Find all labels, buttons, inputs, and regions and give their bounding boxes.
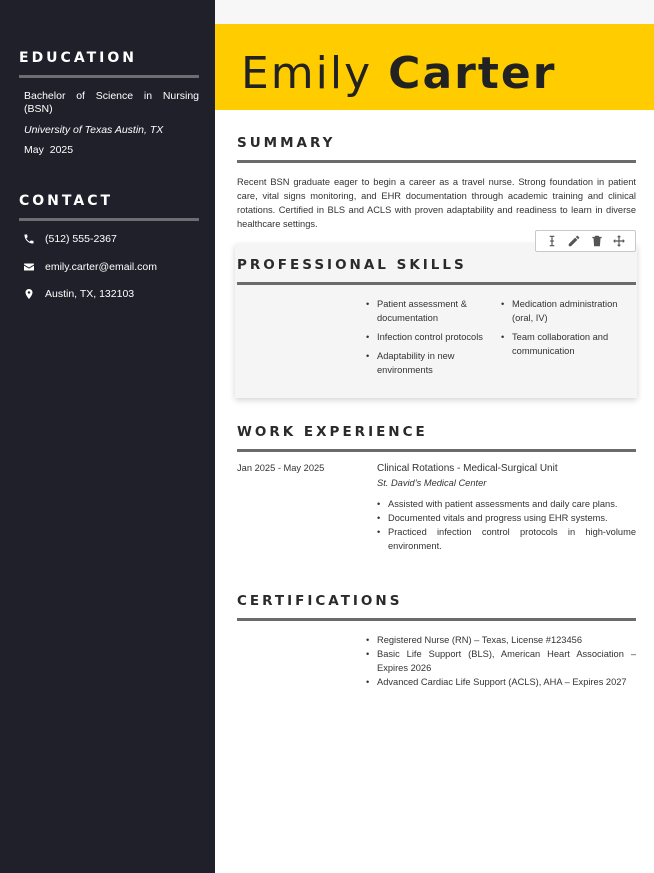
experience-heading: WORK EXPERIENCE (237, 424, 428, 440)
text-cursor-icon[interactable] (544, 233, 560, 249)
contact-location (22, 286, 134, 302)
summary-text: Recent BSN graduate eager to begin a career as a travel nurse. Strong foundation in patient care, vital signs monitoring, and EHR documentation through academic training and clinical rotations. Certified in BLS and ACLS with proven adaptability and readiness to learn in diverse healthcare settings. (237, 177, 636, 229)
trash-icon[interactable] (589, 233, 605, 249)
block-toolbar (535, 230, 636, 252)
contact-divider (19, 218, 199, 221)
first-name: Emily (241, 48, 373, 99)
skills-list-col2 (501, 297, 631, 363)
list-item: • Assisted with patient assessments and daily care plans. (377, 497, 636, 511)
job-title: Clinical Rotations - Medical-Surgical Unit (377, 463, 558, 474)
sidebar (0, 0, 215, 873)
list-item: • Team collaboration and communication (501, 330, 631, 358)
list-item: • Documented vitals and progress using EHR systems. (377, 511, 636, 525)
certifications-heading: CERTIFICATIONS (237, 593, 403, 609)
list-item: • Patient assessment & documentation (366, 297, 494, 325)
last-name: Carter (388, 48, 557, 99)
map-pin-icon (22, 287, 36, 301)
education-heading: EDUCATION (19, 50, 137, 66)
envelope-icon (22, 260, 36, 274)
list-item: • Basic Life Support (BLS), American Heart Association – Expires 2026 (366, 647, 636, 675)
candidate-name (241, 46, 556, 102)
education-date: May 2025 (24, 144, 74, 156)
skills-heading: PROFESSIONAL SKILLS (237, 257, 467, 273)
job-date: Jan 2025 - May 2025 (237, 463, 325, 473)
move-icon[interactable] (611, 233, 627, 249)
job-bullets (377, 497, 636, 553)
certifications-list (366, 633, 636, 689)
phone-text: (512) 555-2367 (45, 233, 117, 245)
education-divider (19, 75, 199, 78)
email-text: emily.carter@email.com (45, 261, 157, 273)
contact-email (22, 259, 157, 275)
list-item: • Adaptability in new environments (366, 349, 494, 377)
list-item: • Practiced infection control protocols in high-volume environment. (377, 525, 636, 553)
summary-divider (237, 160, 636, 163)
contact-phone (22, 231, 117, 247)
top-band (215, 0, 654, 24)
experience-divider (237, 449, 636, 452)
phone-icon (22, 232, 36, 246)
list-item: • Advanced Cardiac Life Support (ACLS), AHA – Expires 2027 (366, 675, 636, 689)
location-text: Austin, TX, 132103 (45, 288, 135, 300)
skills-list-col1 (366, 297, 494, 382)
summary-heading: SUMMARY (237, 135, 336, 151)
job-organization: St. David’s Medical Center (377, 478, 487, 488)
list-item: • Registered Nurse (RN) – Texas, License #123456 (366, 633, 636, 647)
pencil-icon[interactable] (566, 233, 582, 249)
skills-divider (237, 282, 636, 285)
list-item: • Infection control protocols (366, 330, 494, 344)
contact-heading: CONTACT (19, 193, 114, 209)
education-degree: Bachelor of Science in Nursing (BSN) (24, 90, 199, 115)
certifications-divider (237, 618, 636, 621)
education-school: University of Texas Austin, TX (24, 124, 164, 136)
list-item: • Medication administration (oral, IV) (501, 297, 631, 325)
